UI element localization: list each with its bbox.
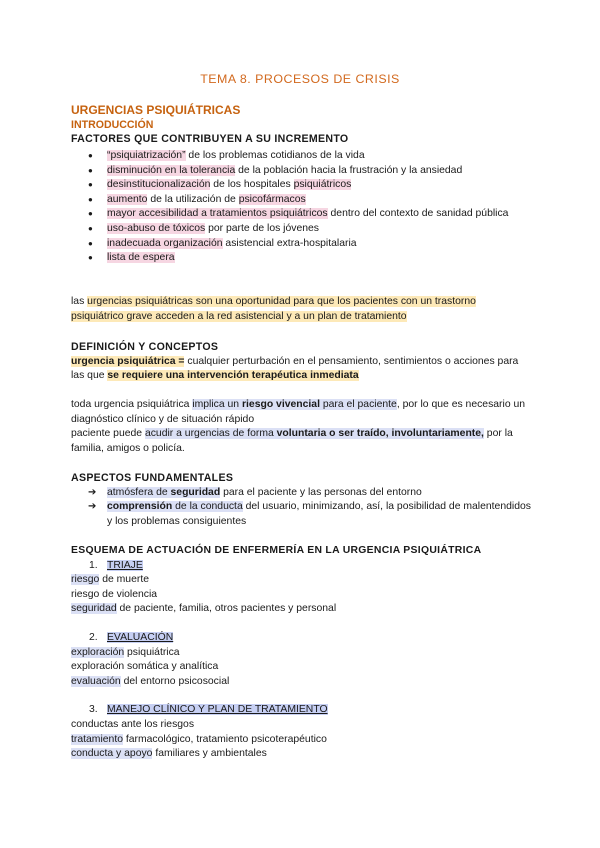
list-item: ● “psiquiatrización” de los problemas cotidianos de la vida	[71, 149, 531, 164]
list-item: ● aumento de la utilización de psicofármacos	[71, 193, 531, 208]
list-item: seguridad de paciente, familia, otros pacientes y personal	[71, 603, 337, 615]
list-item: ● desinstitucionalización de los hospitales psiquiátricos	[71, 178, 531, 193]
scheme-heading: ESQUEMA DE ACTUACIÓN DE ENFERMERÍA EN LA URGENCIA PSIQUIÁTRICA	[71, 545, 482, 556]
intro-heading: INTRODUCCIÓN	[71, 118, 154, 131]
list-item: evaluación del entorno psicosocial	[71, 675, 230, 687]
risk-paragraph: toda urgencia psiquiátrica implica un riesgo vivencial para el paciente, por lo que es necesario un diagnóstico clínico y de situación rápido	[71, 399, 526, 425]
step-management: 3. MANEJO CLÍNICO Y PLAN DE TRATAMIENTO	[89, 704, 328, 716]
list-item: ● uso-abuso de tóxicos por parte de los jóvenes	[71, 222, 531, 237]
list-item: ➔ comprensión de la conducta del usuario, minimizando, así, la posibilidad de malentendidos y los problemas consiguientes	[71, 500, 531, 529]
page-title: TEMA 8. PROCESOS DE CRISIS	[200, 72, 400, 86]
list-item: tratamiento farmacológico, tratamiento psicoterapéutico	[71, 733, 327, 745]
step-evaluation: 2. EVALUACIÓN	[89, 631, 174, 643]
list-item: ● disminución en la tolerancia de la población hacia la frustración y la ansiedad	[71, 164, 531, 179]
list-item: exploración somática y analítica	[71, 661, 219, 673]
intro-paragraph: las urgencias psiquiátricas son una oportunidad para que los pacientes con un trastorno psiquiátrico grave acceden a la red asistencial y a un plan de tratamiento	[71, 296, 476, 322]
definition-block	[71, 340, 531, 384]
list-item: ➔ atmósfera de seguridad para el paciente y las personas del entorno	[71, 486, 531, 501]
list-item: exploración psiquiátrica	[71, 646, 180, 658]
aspects-heading: ASPECTOS FUNDAMENTALES	[71, 472, 234, 484]
arrival-paragraph: paciente puede acudir a urgencias de forma voluntaria o ser traído, involuntariamente, por la familia, amigos o policía.	[71, 428, 513, 454]
section-heading	[71, 103, 531, 147]
factors-list	[71, 149, 531, 266]
list-item: riesgo de muerte	[71, 574, 149, 586]
factors-heading: FACTORES QUE CONTRIBUYEN A SU INCREMENTO	[71, 133, 349, 146]
list-item: ● mayor accesibilidad a tratamientos psiquiátricos dentro del contexto de sanidad pública	[71, 207, 531, 222]
list-item: ● inadecuada organización asistencial extra-hospitalaria	[71, 237, 531, 252]
list-item: riesgo de violencia	[71, 588, 158, 600]
aspects-block	[71, 471, 531, 529]
list-item: conductas ante los riesgos	[71, 718, 195, 730]
step-triage: 1. TRIAJE	[89, 559, 143, 571]
definition-text: urgencia psiquiátrica = cualquier perturbación en el pensamiento, sentimientos o acciones para las que se requiere una intervención terapéutica inmediata	[71, 355, 519, 382]
list-item: conducta y apoyo familiares y ambientales	[71, 748, 267, 760]
definition-heading: DEFINICIÓN Y CONCEPTOS	[71, 341, 219, 353]
scheme-block	[71, 544, 541, 762]
section-title: URGENCIAS PSIQUIÁTRICAS	[71, 103, 241, 117]
list-item: ● lista de espera	[71, 251, 531, 266]
